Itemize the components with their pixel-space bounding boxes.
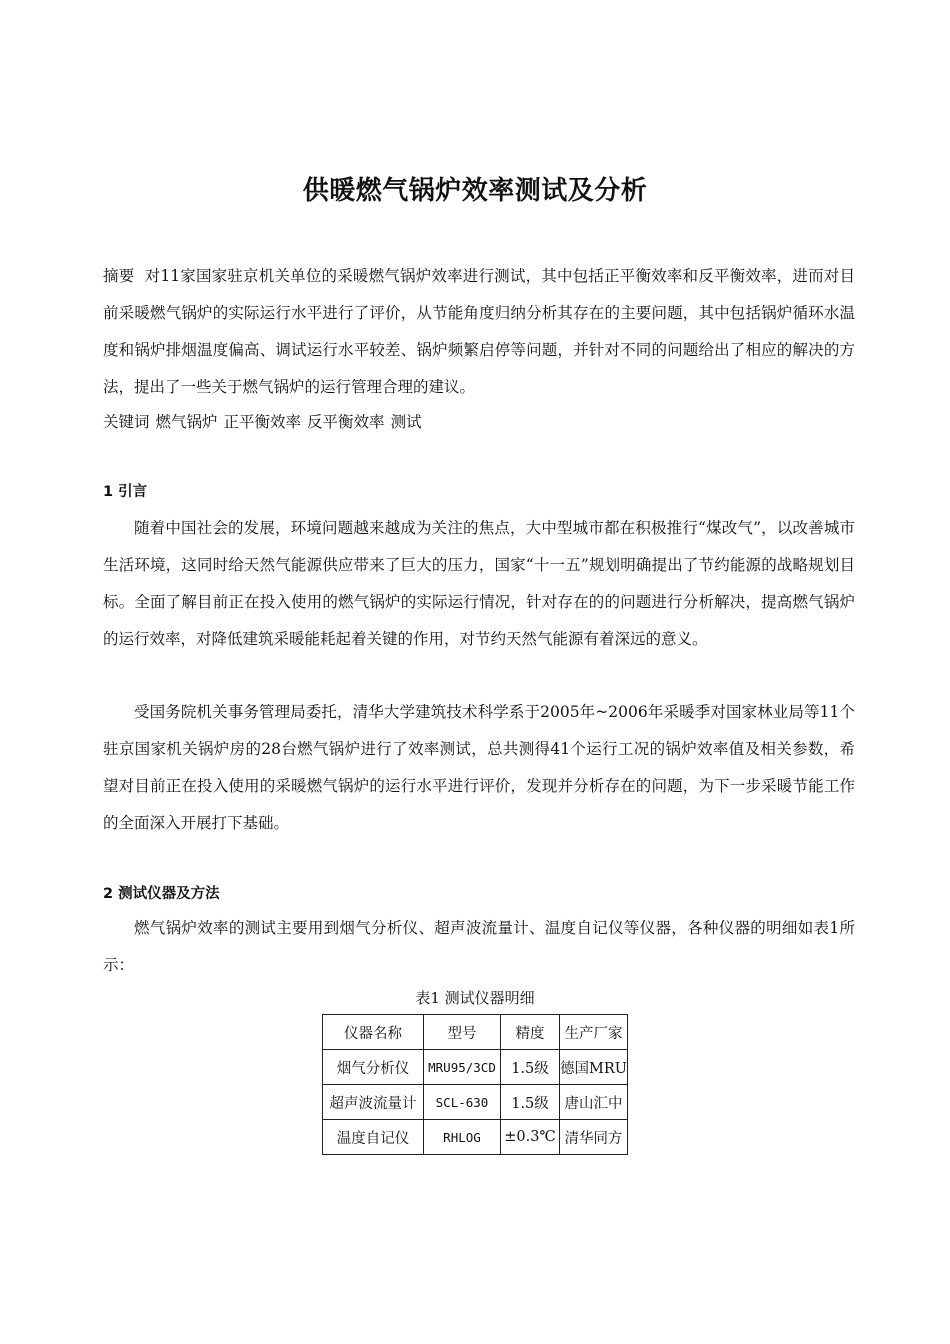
table-cell: SCL-630 bbox=[424, 1085, 501, 1120]
table-cell: 超声波流量计 bbox=[323, 1085, 424, 1120]
table-cell: ±0.3℃ bbox=[501, 1120, 560, 1155]
section-heading-instruments: 2 测试仪器及方法 bbox=[103, 886, 220, 902]
table-header-row bbox=[323, 1015, 628, 1050]
table-cell: 1.5级 bbox=[501, 1085, 560, 1120]
abstract-text: 对11家国家驻京机关单位的采暖燃气锅炉效率进行测试，其中包括正平衡效率和反平衡效率，进而对目前采暖燃气锅炉的实际运行水平进行了评价，从节能角度归纳分析其存在的主要问题，其中包括锅炉循环水温度和锅炉排烟温度偏高、调试运行水平较差、锅炉频繁启停等问题，并针对不同的问题给出了相应的解决的方法，提出了一些关于燃气锅炉的运行管理合理的建议。 bbox=[103, 267, 855, 396]
table-cell: 1.5级 bbox=[501, 1050, 560, 1085]
table-row bbox=[323, 1050, 628, 1085]
table-cell: 德国MRU bbox=[560, 1050, 628, 1085]
table-header-cell: 型号 bbox=[424, 1015, 501, 1050]
instruments-paragraph: 燃气锅炉效率的测试主要用到烟气分析仪、超声波流量计、温度自记仪等仪器，各种仪器的明细如表1所示： bbox=[103, 919, 855, 974]
table-cell: 温度自记仪 bbox=[323, 1120, 424, 1155]
introduction-paragraph-2: 受国务院机关事务管理局委托，清华大学建筑技术科学系于2005年~2006年采暖季对国家林业局等11个驻京国家机关锅炉房的28台燃气锅炉进行了效率测试，总共测得41个运行工况的锅炉效率值及相关参数，希望对目前正在投入使用的采暖燃气锅炉的运行水平进行评价，发现并分析存在的问题，为下一步采暖节能工作的全面深入开展打下基础。 bbox=[103, 703, 855, 832]
table-cell: RHLOG bbox=[424, 1120, 501, 1155]
section-heading-introduction: 1 引言 bbox=[103, 484, 148, 500]
instrument-table bbox=[322, 1014, 628, 1155]
document-title: 供暖燃气锅炉效率测试及分析 bbox=[302, 176, 648, 206]
table-header-cell: 仪器名称 bbox=[323, 1015, 424, 1050]
abstract-label: 摘要 bbox=[103, 267, 135, 285]
keyword: 燃气锅炉 bbox=[155, 413, 218, 431]
abstract-paragraph bbox=[103, 258, 855, 406]
keyword: 反平衡效率 bbox=[307, 413, 385, 431]
keyword: 正平衡效率 bbox=[223, 413, 302, 431]
table-row bbox=[323, 1120, 628, 1155]
table-cell: 唐山汇中 bbox=[560, 1085, 628, 1120]
table-caption: 表1 测试仪器明细 bbox=[415, 989, 535, 1007]
introduction-paragraph-1: 随着中国社会的发展，环境问题越来越成为关注的焦点，大中型城市都在积极推行“煤改气”，以改善城市生活环境，这同时给天然气能源供应带来了巨大的压力，国家“十一五”规划明确提出了节约能源的战略规划目标。全面了解目前正在投入使用的燃气锅炉的实际运行情况，针对存在的的问题进行分析解决，提高燃气锅炉的运行效率，对降低建筑采暖能耗起着关键的作用，对节约天然气能源有着深远的意义。 bbox=[103, 519, 855, 648]
keyword: 测试 bbox=[390, 413, 422, 431]
keywords-label: 关键词 bbox=[103, 413, 150, 431]
table-cell: MRU95/3CD bbox=[424, 1050, 501, 1085]
table-cell: 清华同方 bbox=[560, 1120, 628, 1155]
keywords-line bbox=[103, 405, 855, 439]
table-header-cell: 生产厂家 bbox=[560, 1015, 628, 1050]
table-row bbox=[323, 1085, 628, 1120]
table-cell: 烟气分析仪 bbox=[323, 1050, 424, 1085]
table-header-cell: 精度 bbox=[501, 1015, 560, 1050]
